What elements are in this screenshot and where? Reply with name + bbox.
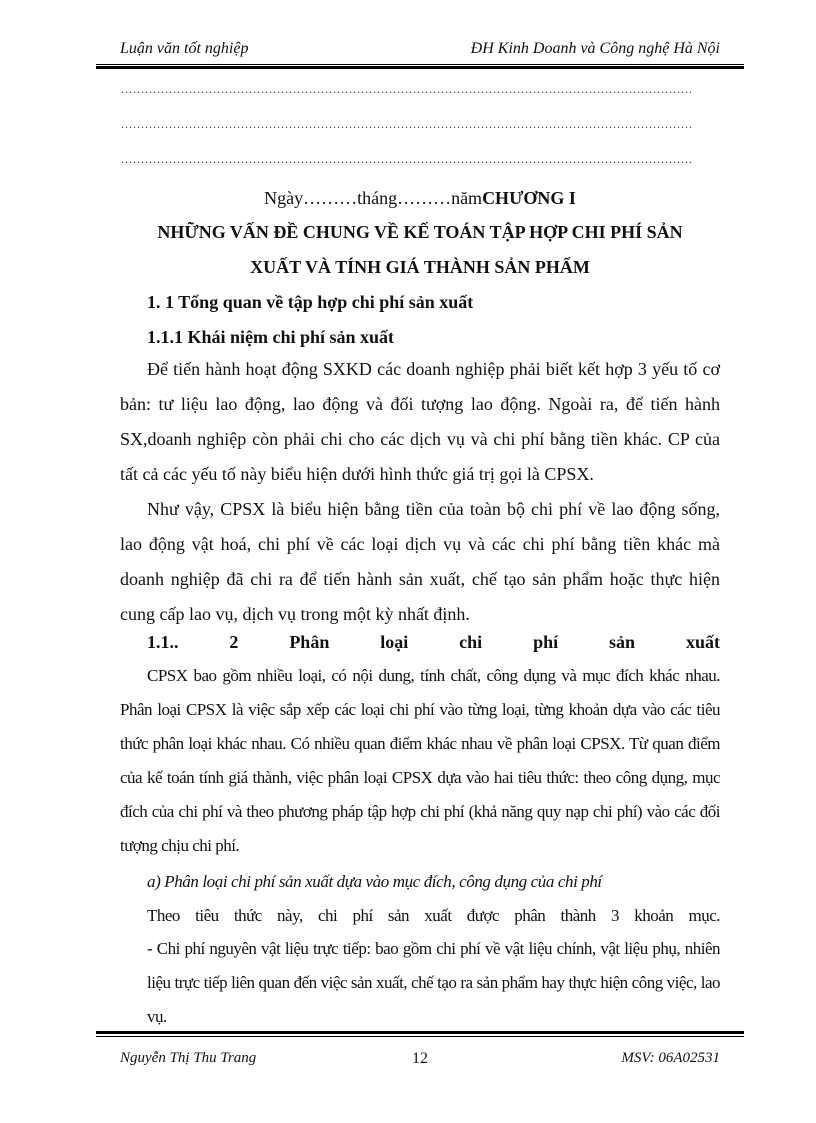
paragraph-3: CPSX bao gồm nhiều loại, có nội dung, tính chất, công dụng và mục đích khác nhau. Phân loại CPSX là việc sắp xếp các loại chi phí vào từng loại, từng khoản dựa vào các tiêu thức phân loại khác nhau. Có nhiều quan điểm khác nhau về phân loại CPSX. Từ quan điểm của kế toán tính giá thành, việc phân loại CPSX dựa vào hai tiêu thức: theo công dụng, mục đích của chi phí và theo phương pháp tập hợp chi phí (khả năng quy nạp chi phí) vào các đối tượng chịu chi phí. <box>120 666 720 855</box>
footer-student-id: MSV: 06A02531 <box>621 1050 720 1066</box>
date-line <box>120 188 720 209</box>
paragraph-2: Như vậy, CPSX là biểu hiện bằng tiền của toàn bộ chi phí về lao động sống, lao động vật hoá, chi phí về các loại dịch vụ và các chi phí bằng tiền khác mà doanh nghiệp đã chi ra để tiến hành sản xuất, chế tạo sản phẩm hoặc thực hiện cung cấp lao vụ, dịch vụ trong một kỳ nhất định. <box>120 499 720 624</box>
section-heading-1-1-2 <box>147 632 720 653</box>
chapter-label: CHƯƠNG I <box>482 188 576 208</box>
dotted-line-1: ............................................................................................................................................... <box>121 82 693 96</box>
heading-part-sub: 2 <box>229 632 239 652</box>
page-header <box>120 40 720 64</box>
footer-author: Nguyễn Thị Thu Trang <box>120 1050 257 1066</box>
page-number: 12 <box>412 1050 428 1067</box>
header-right-text: ĐH Kinh Doanh và Công nghệ Hà Nội <box>470 40 720 57</box>
header-rule-thin <box>96 64 744 65</box>
header-rule-thick <box>96 66 744 69</box>
heading-word: Phân <box>289 632 330 652</box>
subheading-italic-a: a) Phân loại chi phí sản xuất dựa vào mục đích, công dụng của chi phí <box>147 872 602 891</box>
paragraph-1: Để tiến hành hoạt động SXKD các doanh nghiệp phải biết kết hợp 3 yếu tố cơ bản: tư liệu lao động, lao động và đối tượng lao động. Ngoài ra, để tiến hành SX,doanh nghiệp còn phải chi cho các dịch vụ và chi phí bằng tiền khác. CP của tất cả các yếu tố này biểu hiện dưới hình thức giá trị gọi là CPSX. <box>120 359 720 484</box>
chapter-title-line-1: NHỮNG VẤN ĐỀ CHUNG VỀ KẾ TOÁN TẬP HỢP CHI PHÍ SẢN <box>157 222 683 242</box>
dotted-line-2: ............................................................................................................................................... <box>121 117 693 131</box>
header-left-text: Luận văn tốt nghiệp <box>120 40 249 57</box>
footer-rule-thin <box>96 1036 744 1037</box>
heading-part-number: 1.1.. <box>147 632 179 652</box>
paragraph-6-text: - Chi phí nguyên vật liệu trực tiếp: bao gồm chi phí về vật liệu chính, vật liệu phụ, nhiên liệu trực tiếp liên quan đến việc sản xuất, chế tạo ra sản phẩm hay thực hiện công việc, lao vụ. <box>147 939 720 1026</box>
section-heading-1-1-1: 1.1.1 Khái niệm chi phí sản xuất <box>147 327 395 347</box>
heading-word: phí <box>533 632 559 652</box>
heading-word: chi <box>459 632 483 652</box>
section-heading-1-1: 1. 1 Tổng quan về tập hợp chi phí sản xuất <box>147 292 474 312</box>
heading-word: sản <box>609 632 636 652</box>
date-prefix: Ngày………tháng………năm <box>264 188 483 208</box>
dotted-line-3: ............................................................................................................................................... <box>121 152 693 166</box>
chapter-title-line-2: XUẤT VÀ TÍNH GIÁ THÀNH SẢN PHẨM <box>250 257 590 277</box>
heading-word: xuất <box>685 632 720 652</box>
page-footer <box>120 1050 720 1074</box>
footer-rule-thick <box>96 1031 744 1034</box>
heading-word: loại <box>380 632 409 652</box>
paragraph-6 <box>120 932 720 1034</box>
paragraph-5: Theo tiêu thức này, chi phí sản xuất được phân thành 3 khoản mục. <box>147 906 720 925</box>
